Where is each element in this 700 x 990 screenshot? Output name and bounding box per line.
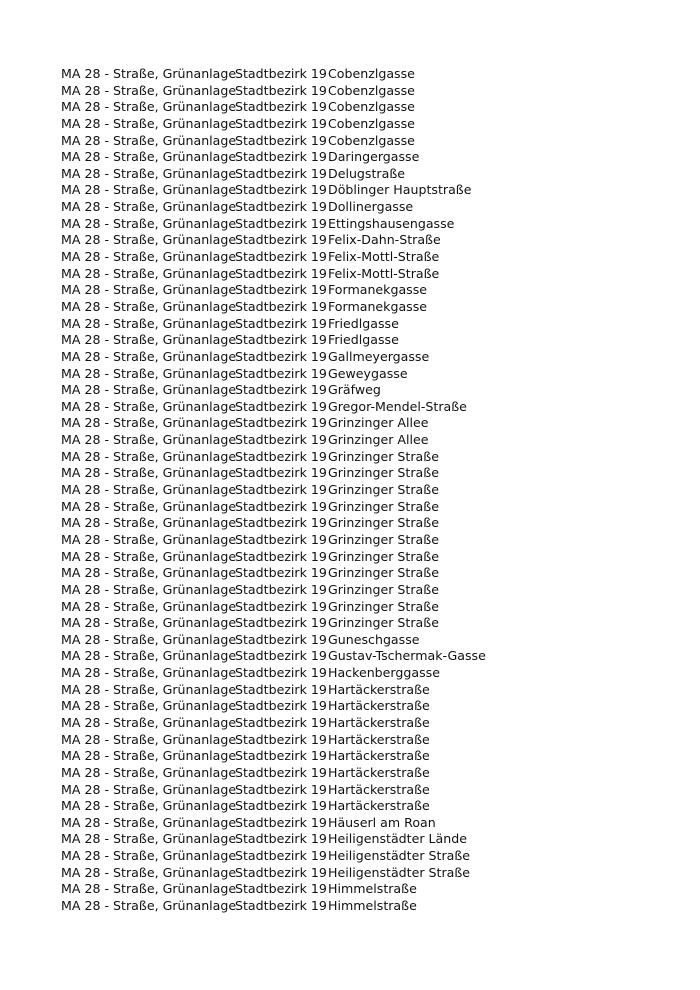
street-name: Formanekgasse	[328, 282, 428, 298]
district-text: Stadtbezirk 19	[235, 814, 327, 830]
street-name: Grinzinger Straße	[328, 598, 439, 614]
district-text: Stadtbezirk 19	[235, 764, 327, 780]
street-name: Hartäckerstraße	[328, 731, 430, 747]
district-text: Stadtbezirk 19	[235, 99, 327, 115]
department-text: MA 28 - Straße, Grünanlage	[61, 365, 237, 381]
district-text: Stadtbezirk 19	[235, 615, 327, 631]
street-name: Hartäckerstraße	[328, 714, 430, 730]
street-name: Hartäckerstraße	[328, 764, 430, 780]
street-name: Hartäckerstraße	[328, 698, 430, 714]
district-text: Stadtbezirk 19	[235, 165, 327, 181]
district-text: Stadtbezirk 19	[235, 698, 327, 714]
district-text: Stadtbezirk 19	[235, 565, 327, 581]
district-text: Stadtbezirk 19	[235, 398, 327, 414]
department-text: MA 28 - Straße, Grünanlage	[61, 681, 237, 697]
department-text: MA 28 - Straße, Grünanlage	[61, 432, 237, 448]
district-text: Stadtbezirk 19	[235, 382, 327, 398]
district-text: Stadtbezirk 19	[235, 448, 327, 464]
department-text: MA 28 - Straße, Grünanlage	[61, 282, 237, 298]
street-name: Häuserl am Roan	[328, 814, 436, 830]
department-text: MA 28 - Straße, Grünanlage	[61, 448, 237, 464]
district-text: Stadtbezirk 19	[235, 881, 327, 897]
department-text: MA 28 - Straße, Grünanlage	[61, 182, 237, 198]
district-text: Stadtbezirk 19	[235, 66, 327, 81]
district-text: Stadtbezirk 19	[235, 781, 327, 797]
department-text: MA 28 - Straße, Grünanlage	[61, 864, 237, 880]
street-name: Delugstraße	[328, 165, 405, 181]
department-text: MA 28 - Straße, Grünanlage	[61, 232, 237, 248]
department-text: MA 28 - Straße, Grünanlage	[61, 898, 237, 914]
department-text: MA 28 - Straße, Grünanlage	[61, 565, 237, 581]
department-text: MA 28 - Straße, Grünanlage	[61, 149, 237, 165]
district-text: Stadtbezirk 19	[235, 348, 327, 364]
district-text: Stadtbezirk 19	[235, 831, 327, 847]
district-text: Stadtbezirk 19	[235, 282, 327, 298]
department-text: MA 28 - Straße, Grünanlage	[61, 66, 237, 81]
district-text: Stadtbezirk 19	[235, 498, 327, 514]
street-name: Heiligenstädter Straße	[328, 864, 471, 880]
district-text: Stadtbezirk 19	[235, 249, 327, 265]
department-text: MA 28 - Straße, Grünanlage	[61, 249, 237, 265]
district-text: Stadtbezirk 19	[235, 581, 327, 597]
district-text: Stadtbezirk 19	[235, 132, 327, 148]
department-text: MA 28 - Straße, Grünanlage	[61, 581, 237, 597]
district-text: Stadtbezirk 19	[235, 415, 327, 431]
district-text: Stadtbezirk 19	[235, 182, 327, 198]
street-name: Felix-Mottl-Straße	[328, 249, 440, 265]
district-text: Stadtbezirk 19	[235, 149, 327, 165]
district-text: Stadtbezirk 19	[235, 332, 327, 348]
department-text: MA 28 - Straße, Grünanlage	[61, 215, 237, 231]
street-name: Cobenzlgasse	[328, 82, 415, 98]
street-name: Geweygasse	[328, 365, 408, 381]
department-text: MA 28 - Straße, Grünanlage	[61, 631, 237, 647]
district-text: Stadtbezirk 19	[235, 465, 327, 481]
department-text: MA 28 - Straße, Grünanlage	[61, 498, 237, 514]
department-text: MA 28 - Straße, Grünanlage	[61, 298, 237, 314]
street-name: Felix-Mottl-Straße	[328, 265, 440, 281]
street-name: Grinzinger Straße	[328, 548, 439, 564]
street-name: Grinzinger Straße	[328, 581, 439, 597]
district-text: Stadtbezirk 19	[235, 798, 327, 814]
district-text: Stadtbezirk 19	[235, 265, 327, 281]
street-name: Grinzinger Straße	[328, 615, 439, 631]
department-text: MA 28 - Straße, Grünanlage	[61, 781, 237, 797]
department-text: MA 28 - Straße, Grünanlage	[61, 648, 237, 664]
street-name: Heiligenstädter Lände	[328, 831, 467, 847]
street-name: Gräfweg	[328, 382, 381, 398]
district-text: Stadtbezirk 19	[235, 365, 327, 381]
district-text: Stadtbezirk 19	[235, 864, 327, 880]
district-text: Stadtbezirk 19	[235, 714, 327, 730]
department-text: MA 28 - Straße, Grünanlage	[61, 531, 237, 547]
street-name: Grinzinger Allee	[328, 415, 429, 431]
district-text: Stadtbezirk 19	[235, 115, 327, 131]
department-text: MA 28 - Straße, Grünanlage	[61, 199, 237, 215]
department-text: MA 28 - Straße, Grünanlage	[61, 132, 237, 148]
street-name: Grinzinger Straße	[328, 565, 439, 581]
department-text: MA 28 - Straße, Grünanlage	[61, 764, 237, 780]
street-name: Ettingshausengasse	[328, 215, 455, 231]
street-name: Gustav-Tschermak-Gasse	[328, 648, 486, 664]
street-name: Daringergasse	[328, 149, 420, 165]
district-text: Stadtbezirk 19	[235, 199, 327, 215]
district-text: Stadtbezirk 19	[235, 548, 327, 564]
department-text: MA 28 - Straße, Grünanlage	[61, 714, 237, 730]
department-text: MA 28 - Straße, Grünanlage	[61, 332, 237, 348]
department-text: MA 28 - Straße, Grünanlage	[61, 465, 237, 481]
street-name: Himmelstraße	[328, 898, 417, 914]
district-text: Stadtbezirk 19	[235, 215, 327, 231]
district-text: Stadtbezirk 19	[235, 648, 327, 664]
street-name: Grinzinger Straße	[328, 515, 439, 531]
department-text: MA 28 - Straße, Grünanlage	[61, 482, 237, 498]
department-text: MA 28 - Straße, Grünanlage	[61, 615, 237, 631]
street-name: Hackenberggasse	[328, 665, 440, 681]
department-text: MA 28 - Straße, Grünanlage	[61, 515, 237, 531]
street-name: Friedlgasse	[328, 332, 399, 348]
street-name: Grinzinger Straße	[328, 448, 439, 464]
district-text: Stadtbezirk 19	[235, 232, 327, 248]
district-text: Stadtbezirk 19	[235, 315, 327, 331]
district-text: Stadtbezirk 19	[235, 482, 327, 498]
street-name: Grinzinger Straße	[328, 498, 439, 514]
street-name: Formanekgasse	[328, 298, 428, 314]
street-name: Cobenzlgasse	[328, 66, 415, 81]
district-text: Stadtbezirk 19	[235, 848, 327, 864]
department-text: MA 28 - Straße, Grünanlage	[61, 99, 237, 115]
department-text: MA 28 - Straße, Grünanlage	[61, 814, 237, 830]
department-text: MA 28 - Straße, Grünanlage	[61, 731, 237, 747]
department-text: MA 28 - Straße, Grünanlage	[61, 881, 237, 897]
district-text: Stadtbezirk 19	[235, 515, 327, 531]
street-name: Hartäckerstraße	[328, 798, 430, 814]
street-name: Grinzinger Straße	[328, 482, 439, 498]
street-name: Felix-Dahn-Straße	[328, 232, 441, 248]
department-text: MA 28 - Straße, Grünanlage	[61, 165, 237, 181]
district-text: Stadtbezirk 19	[235, 432, 327, 448]
district-text: Stadtbezirk 19	[235, 631, 327, 647]
district-text: Stadtbezirk 19	[235, 298, 327, 314]
department-text: MA 28 - Straße, Grünanlage	[61, 348, 237, 364]
department-text: MA 28 - Straße, Grünanlage	[61, 415, 237, 431]
street-name: Hartäckerstraße	[328, 781, 430, 797]
department-text: MA 28 - Straße, Grünanlage	[61, 798, 237, 814]
street-name: Heiligenstädter Straße	[328, 848, 471, 864]
street-name: Hartäckerstraße	[328, 748, 430, 764]
department-text: MA 28 - Straße, Grünanlage	[61, 398, 237, 414]
street-name: Guneschgasse	[328, 631, 420, 647]
district-text: Stadtbezirk 19	[235, 748, 327, 764]
district-text: Stadtbezirk 19	[235, 898, 327, 914]
street-name: Hartäckerstraße	[328, 681, 430, 697]
street-name: Friedlgasse	[328, 315, 399, 331]
street-name: Grinzinger Allee	[328, 432, 429, 448]
district-text: Stadtbezirk 19	[235, 731, 327, 747]
department-text: MA 28 - Straße, Grünanlage	[61, 265, 237, 281]
district-text: Stadtbezirk 19	[235, 82, 327, 98]
street-name: Grinzinger Straße	[328, 465, 439, 481]
department-text: MA 28 - Straße, Grünanlage	[61, 748, 237, 764]
department-text: MA 28 - Straße, Grünanlage	[61, 82, 237, 98]
department-text: MA 28 - Straße, Grünanlage	[61, 698, 237, 714]
department-text: MA 28 - Straße, Grünanlage	[61, 115, 237, 131]
street-name: Himmelstraße	[328, 881, 417, 897]
department-text: MA 28 - Straße, Grünanlage	[61, 665, 237, 681]
district-text: Stadtbezirk 19	[235, 681, 327, 697]
district-text: Stadtbezirk 19	[235, 665, 327, 681]
street-name: Cobenzlgasse	[328, 132, 415, 148]
street-name: Dollinergasse	[328, 199, 414, 215]
district-text: Stadtbezirk 19	[235, 598, 327, 614]
department-text: MA 28 - Straße, Grünanlage	[61, 382, 237, 398]
department-text: MA 28 - Straße, Grünanlage	[61, 548, 237, 564]
department-text: MA 28 - Straße, Grünanlage	[61, 315, 237, 331]
street-name: Cobenzlgasse	[328, 99, 415, 115]
street-name: Gallmeyergasse	[328, 348, 430, 364]
street-name: Cobenzlgasse	[328, 115, 415, 131]
department-text: MA 28 - Straße, Grünanlage	[61, 848, 237, 864]
department-text: MA 28 - Straße, Grünanlage	[61, 598, 237, 614]
district-text: Stadtbezirk 19	[235, 531, 327, 547]
department-text: MA 28 - Straße, Grünanlage	[61, 831, 237, 847]
street-name: Grinzinger Straße	[328, 531, 439, 547]
street-name: Döblinger Hauptstraße	[328, 182, 472, 198]
street-name: Gregor-Mendel-Straße	[328, 398, 467, 414]
